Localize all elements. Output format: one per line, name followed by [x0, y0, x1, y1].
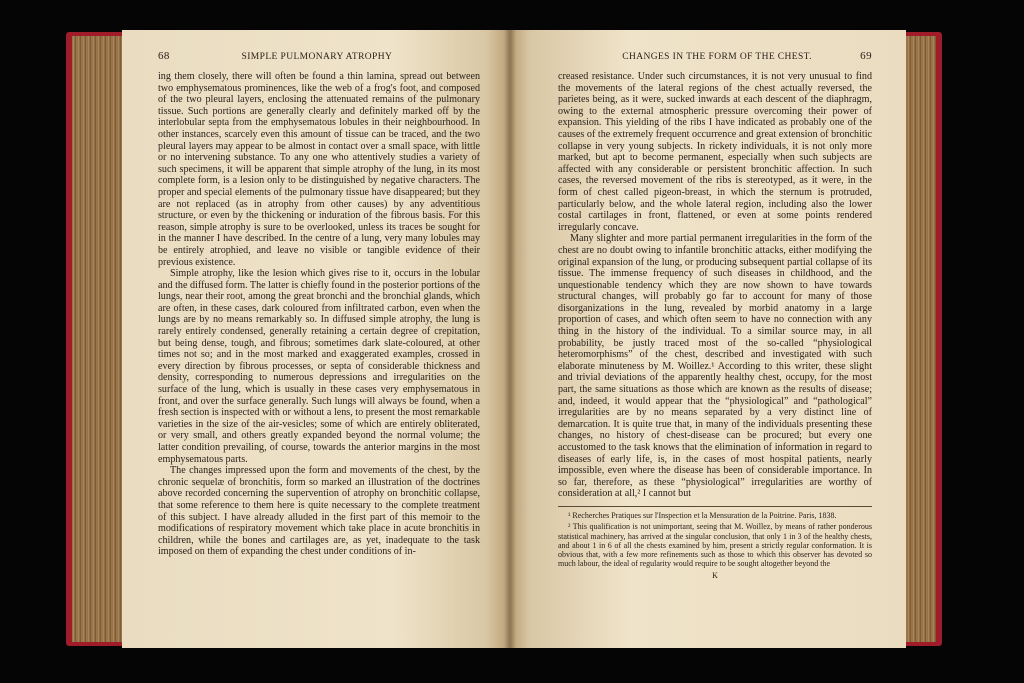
paragraph: creased resistance. Under such circumstances, it is not very unusual to find the movements of the lateral regions of the chest actually reversed, the parietes being, as it were, sucked inwards at each descent of the diaphragm, owing to the external atmospheric pressure overcoming their power of expansion. This yielding of the ribs I have indicated as probably one of the causes of the extremely frequent occurrence and great extension of bronchitic collapse in very young subjects. In rickety individuals, it is not only more marked, but apt to become permanent, especially when such subjects are affected with any considerable or persistent bronchitic affection. In such cases, the reversed movement of the ribs is stereotyped, as it were, in the form of chest called pigeon-breast, in which the sternum is protruded, particularly below, and the whole lateral region, including also the lower costal cartilages in front, flattened, or even at some points rendered irregularly concave. [558, 71, 872, 233]
signature-mark: K [712, 570, 718, 580]
right-page-body [558, 71, 872, 500]
paragraph: Many slighter and more partial permanent irregularities in the form of the chest are no doubt owing to infantile bronchitic attacks, either modifying the original expansion of the lung, or producing subsequent partial collapse of its tissue. The immense frequency of such diseases in childhood, and the unquestionable tendency which they are now shown to have towards structural changes, will probably go far to account for many of those disorganizations in the lung, revealed by morbid anatomy in a large proportion of cases, and which often seem to have no connection with any thing in the history of the individual. To a similar source may, in all probability, be justly traced most of the so-called “physiological heteromorphisms” of the chest, described and investigated with such elaborate minuteness by M. Woillez.¹ According to this writer, these slight and trivial deviations of the apparently healthy chest, occupy, for the most part, the same situations as those which are known as the results of disease; and, indeed, it would appear that the “physiological” and “pathological” irregularities are by no means separated by a very distinct line of demarcation. It is quite true that, in many of the individuals presenting these changes, no history of chest-disease can be procured; but every one accustomed to the task knows that the elimination of information in regard to diseases of early life, is, in the cases of most hospital patients, nearly impossible, even where the disease has been of considerable importance. In so far, therefore, as these “physiological” irregularities are worthy of consideration at all,² I cannot but [558, 233, 872, 500]
paragraph: The changes impressed upon the form and movements of the chest, by the chronic sequelæ of bronchitis, form so marked an illustration of the doctrines above recorded concerning the supervention of atrophy on bronchitic collapse, that some reference to them here is quite necessary to the complete treatment of this subject. I have already alluded in the first part of this memoir to the modifications of respiratory movement which take place in acute bronchitis in children, while the bones and cartilages are, as yet, inadequate to the task imposed on them of expanding the chest under conditions of in- [158, 465, 480, 558]
page-number: 69 [860, 50, 872, 62]
footnotes [558, 506, 872, 580]
book-gutter [504, 30, 516, 648]
running-head: CHANGES IN THE FORM OF THE CHEST. [622, 52, 812, 62]
running-head: SIMPLE PULMONARY ATROPHY [241, 52, 393, 62]
page-number: 68 [158, 50, 170, 62]
left-page-body [158, 71, 480, 558]
right-page [510, 30, 906, 648]
left-page [122, 30, 510, 648]
right-page-header [558, 50, 872, 62]
page-edges-right [902, 36, 936, 642]
open-book [66, 30, 942, 648]
paragraph: Simple atrophy, like the lesion which gives rise to it, occurs in the lobular and the diffused form. The latter is chiefly found in the posterior portions of the lungs, near their root, among the great bronchi and the bronchial glands, which are often, in these cases, dark coloured from infiltrated carbon, even when the lungs are by no means remarkably so. In diffused simple atrophy, the lung is rarely entirely condensed, generally retaining a certain degree of crepitation, but being dense, tough, and fibrous; sometimes dark slate-coloured, at other times not so; and in the most marked and exaggerated examples, crossed in every direction by fibrous processes, or septa of considerable thickness and density, corresponding to numerous depressions and irregularities on the surface of the lung, which is usually in these cases very emphysematous in front, and over the surface generally. Such lungs will always be found, when a fresh section is inspected with or without a lens, to present the most remarkable varieties in the size of the air-vesicles; some of which are entirely obliterated, or very small, and others greatly expanded beyond the normal volume; the latter condition prevailing, of course, towards the anterior margins in the most emphysematous parts. [158, 268, 480, 465]
left-page-header [158, 50, 480, 62]
footnote: ² This qualification is not unimportant, seeing that M. Woillez, by means of rather ponderous statistical machinery, has arrived at the singular conclusion, that only 1 in 3 of the healthy chests, and about 1 in 6 of all the chests examined by him, present a strictly regular conformation. It is obvious that, with a few more refinements such as those to which this observer has devoted so much labour, the ideal of regularity would require to be sought altogether beyond the [558, 522, 872, 569]
footnote: ¹ Recherches Pratiques sur l'Inspection et la Mensuration de la Poitrine. Paris, 1838. [568, 510, 837, 520]
paragraph: ing them closely, there will often be found a thin lamina, spread out between two emphysematous prominences, like the web of a frog's foot, and composed of the two pleural layers, enclosing the attenuated remains of the pulmonary tissue. Such portions are generally clearly and definitely marked off by the interlobular septa from the emphysematous lobules in their neighbourhood. In other instances, scarcely even this amount of tissue can be traced, and the two pleural layers may appear to be almost in contact over a small space, with little or no intervening substance. To any one who attentively studies a variety of such specimens, it will be apparent that simple atrophy of the lung, in its most complete form, is a lesion only to be distinguished by negative characters. The proper and special elements of the pulmonary tissue have disappeared; but they are not replaced (as in atrophy from other causes) by any adventitious structure, or even by the thickening or induration of the fibrous basis. For this reason, simple atrophy is sure to be overlooked, unless its traces be sought for in the manner I have described. In the centre of a lung, very many lobules may be entirely atrophied, and leave no visible or tangible evidence of their previous existence. [158, 71, 480, 268]
